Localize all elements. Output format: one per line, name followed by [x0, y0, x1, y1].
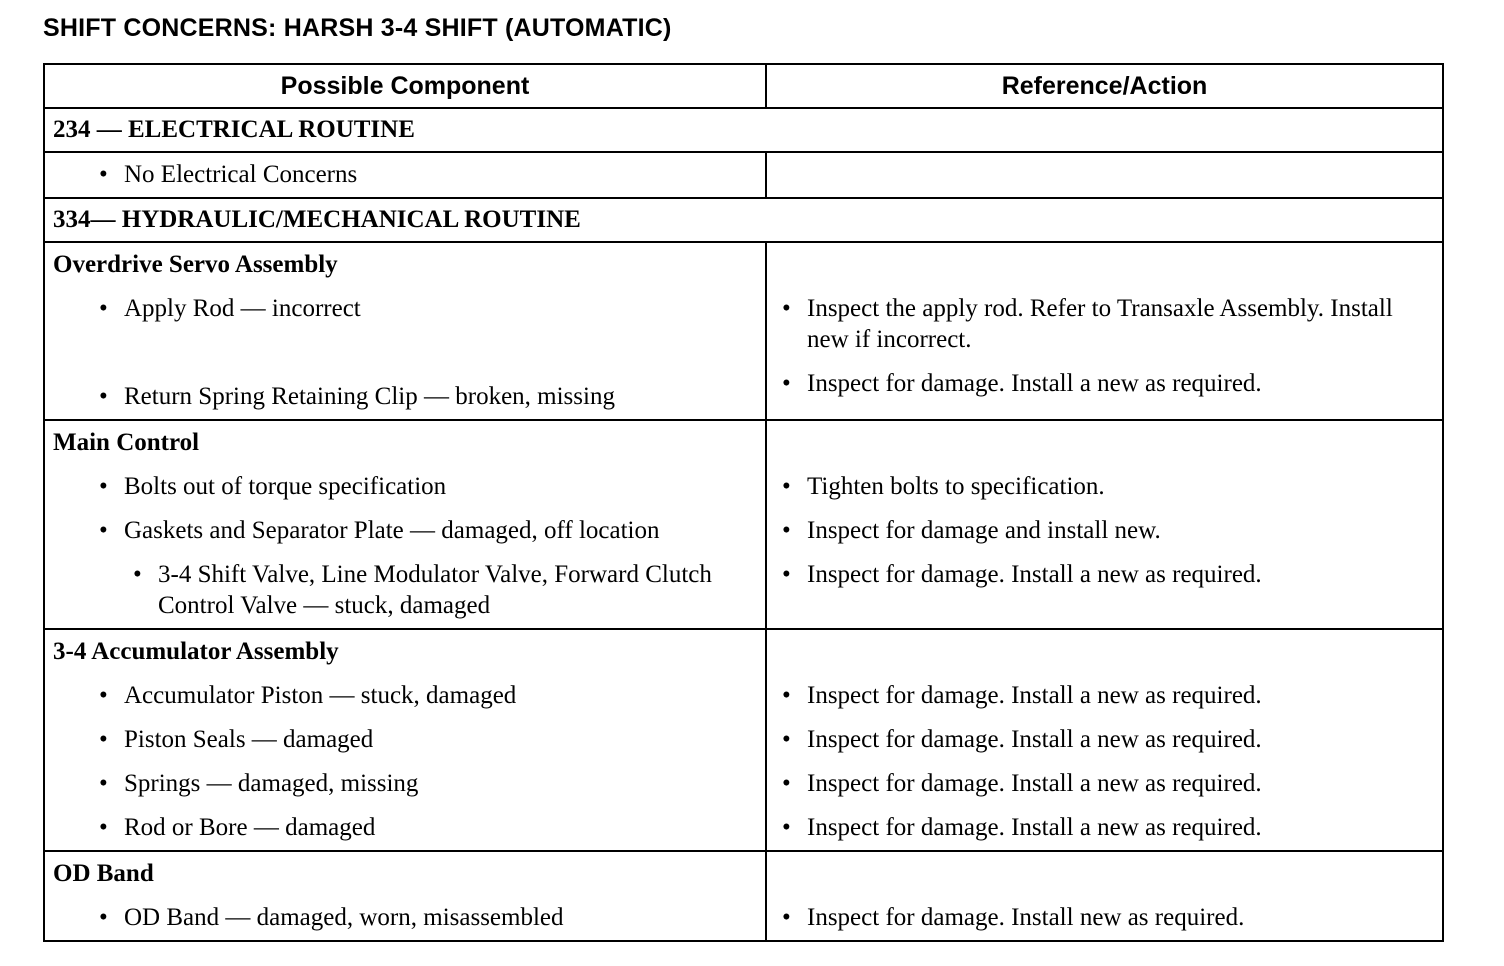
bullet: • — [782, 904, 791, 931]
section-heading-hydraulic: 334— HYDRAULIC/MECHANICAL ROUTINE — [44, 198, 1443, 242]
group-row-overdrive-servo — [44, 242, 1443, 420]
component-text: Springs — damaged, missing — [124, 770, 419, 797]
table-header-row — [44, 64, 1443, 108]
action-text: Inspect for damage. Install a new as required. — [807, 814, 1262, 841]
page-title: SHIFT CONCERNS: HARSH 3-4 SHIFT (AUTOMATIC) — [43, 14, 672, 42]
action-cell — [766, 242, 1443, 420]
component-text: Apply Rod — incorrect — [124, 295, 361, 322]
column-header-action: Reference/Action — [766, 64, 1443, 108]
group-heading: Overdrive Servo Assembly — [53, 251, 338, 278]
component-item — [45, 762, 765, 806]
bullet: • — [99, 682, 108, 709]
section-row-electrical — [44, 108, 1443, 152]
component-cell — [44, 242, 766, 420]
action-item — [767, 718, 1442, 762]
table-row — [44, 152, 1443, 198]
group-heading: Main Control — [53, 429, 200, 456]
action-cell — [766, 420, 1443, 629]
bullet: • — [99, 814, 108, 841]
bullet: • — [99, 770, 108, 797]
bullet: • — [782, 370, 791, 397]
component-cell — [44, 851, 766, 941]
action-text: Inspect for damage. Install a new as required. — [807, 770, 1262, 797]
bullet: • — [782, 726, 791, 753]
component-cell — [44, 420, 766, 629]
action-cell — [766, 629, 1443, 851]
bullet: • — [782, 473, 791, 500]
group-heading: OD Band — [53, 860, 154, 887]
component-item — [45, 718, 765, 762]
component-item — [45, 806, 765, 850]
bullet: • — [782, 561, 791, 588]
component-item — [45, 674, 765, 718]
action-item — [767, 762, 1442, 806]
bullet: • — [99, 161, 108, 188]
bullet: • — [99, 383, 108, 410]
action-text: Inspect for damage. Install a new as required. — [807, 370, 1262, 397]
action-text: Inspect for damage. Install a new as required. — [807, 561, 1262, 588]
bullet: • — [99, 517, 108, 544]
action-item — [767, 896, 1442, 940]
component-text: Gaskets and Separator Plate — damaged, off location — [124, 517, 660, 544]
action-text: Inspect for damage and install new. — [807, 517, 1161, 544]
component-text: OD Band — damaged, worn, misassembled — [124, 904, 564, 931]
component-text: Piston Seals — damaged — [124, 726, 374, 753]
component-cell — [44, 629, 766, 851]
action-text: Inspect for damage. Install a new as required. — [807, 726, 1262, 753]
bullet: • — [782, 770, 791, 797]
group-heading: 3-4 Accumulator Assembly — [53, 638, 339, 665]
action-text: Inspect the apply rod. Refer to Transaxle Assembly. Install new if incorrect. — [807, 295, 1393, 353]
bullet: • — [782, 682, 791, 709]
component-text: Bolts out of torque specification — [124, 473, 447, 500]
action-text: Tighten bolts to specification. — [807, 473, 1105, 500]
bullet: • — [782, 517, 791, 544]
component-item — [45, 896, 765, 940]
bullet: • — [99, 726, 108, 753]
column-header-component: Possible Component — [44, 64, 766, 108]
component-subitem — [45, 553, 765, 628]
section-row-hydraulic — [44, 198, 1443, 242]
component-item — [45, 153, 765, 197]
action-item — [767, 806, 1442, 850]
component-cell — [44, 152, 766, 198]
component-text: 3-4 Shift Valve, Line Modulator Valve, Forward Clutch Control Valve — stuck, damaged — [158, 561, 712, 619]
bullet: • — [99, 904, 108, 931]
component-item — [45, 375, 765, 419]
component-item — [45, 287, 765, 375]
action-text: Inspect for damage. Install new as required. — [807, 904, 1245, 931]
action-item — [767, 674, 1442, 718]
action-cell — [766, 851, 1443, 941]
component-item — [45, 509, 765, 553]
component-item — [45, 465, 765, 509]
bullet: • — [782, 814, 791, 841]
bullet: • — [99, 473, 108, 500]
action-item — [767, 509, 1442, 553]
component-text: Return Spring Retaining Clip — broken, missing — [124, 383, 615, 410]
group-row-accumulator — [44, 629, 1443, 851]
group-row-main-control — [44, 420, 1443, 629]
shift-concerns-table — [43, 63, 1444, 942]
action-item — [767, 553, 1442, 597]
action-item — [767, 287, 1442, 362]
component-text: Accumulator Piston — stuck, damaged — [124, 682, 517, 709]
section-heading-electrical: 234 — ELECTRICAL ROUTINE — [44, 108, 1443, 152]
component-text: Rod or Bore — damaged — [124, 814, 376, 841]
bullet: • — [133, 561, 142, 588]
component-text: No Electrical Concerns — [124, 161, 358, 188]
bullet: • — [99, 295, 108, 322]
group-row-od-band — [44, 851, 1443, 941]
action-cell-empty — [766, 152, 1443, 198]
action-item — [767, 362, 1442, 406]
action-item — [767, 465, 1442, 509]
action-text: Inspect for damage. Install a new as required. — [807, 682, 1262, 709]
bullet: • — [782, 295, 791, 322]
